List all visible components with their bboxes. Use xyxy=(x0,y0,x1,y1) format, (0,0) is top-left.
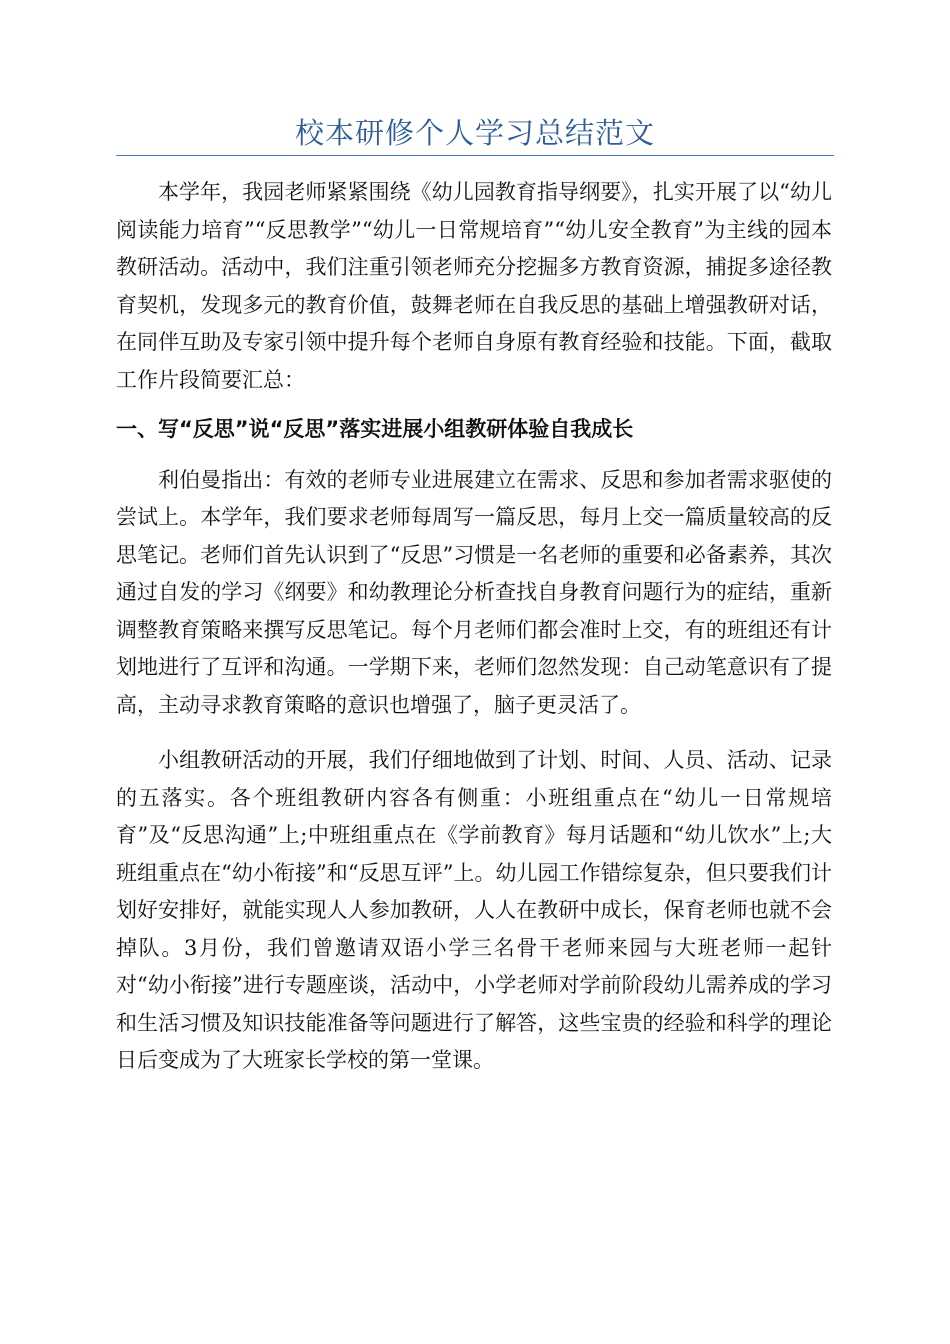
body-paragraph-group-research: 小组教研活动的开展，我们仔细地做到了计划、时间、人员、活动、记录的五落实。各个班组教研内容各有侧重：小班组重点在“幼儿一日常规培育”及“反思沟通”上;中班组重点在《学前教育》每月话题和“幼儿饮水”上;大班组重点在“幼小衔接”和“反思互评”上。幼儿园工作错综复杂，但只要我们计划好安排好，就能实现人人参加教研，人人在教研中成长，保育老师也就不会掉队。3月份，我们曾邀请双语小学三名骨干老师来园与大班老师一起针对“幼小衔接”进行专题座谈，活动中，小学老师对学前阶段幼儿需养成的学习和生活习惯及知识技能准备等问题进行了解答，这些宝贵的经验和科学的理论日后变成为了大班家长学校的第一堂课。 xyxy=(116,748,832,1072)
document-body xyxy=(116,174,832,1080)
title-underline xyxy=(116,155,834,156)
body-paragraph-reflection: 利伯曼指出：有效的老师专业进展建立在需求、反思和参加者需求驱使的尝试上。本学年，我们要求老师每周写一篇反思，每月上交一篇质量较高的反思笔记。老师们首先认识到了“反思”习惯是一名老师的重要和必备素养，其次通过自发的学习《纲要》和幼教理论分析查找自身教育问题行为的症结，重新调整教育策略来撰写反思笔记。每个月老师们都会准时上交，有的班组还有计划地进行了互评和沟通。一学期下来，老师们忽然发现：自己动笔意识有了提高，主动寻求教育策略的意识也增强了，脑子更灵活了。 xyxy=(116,467,832,717)
section-heading-1: 一、写“反思”说“反思”落实进展小组教研体验自我成长 xyxy=(116,417,634,441)
document-title: 校本研修个人学习总结范文 xyxy=(294,116,655,150)
intro-paragraph: 本学年，我园老师紧紧围绕《幼儿园教育指导纲要》，扎实开展了以“幼儿阅读能力培育”“反思教学”“幼儿一日常规培育”“幼儿安全教育”为主线的园本教研活动。活动中，我们注重引领老师充分挖掘多方教育资源，捕捉多途径教育契机，发现多元的教育价值，鼓舞老师在自我反思的基础上增强教研对话，在同伴互助及专家引领中提升每个老师自身原有教育经验和技能。下面，截取工作片段简要汇总： xyxy=(116,180,832,392)
